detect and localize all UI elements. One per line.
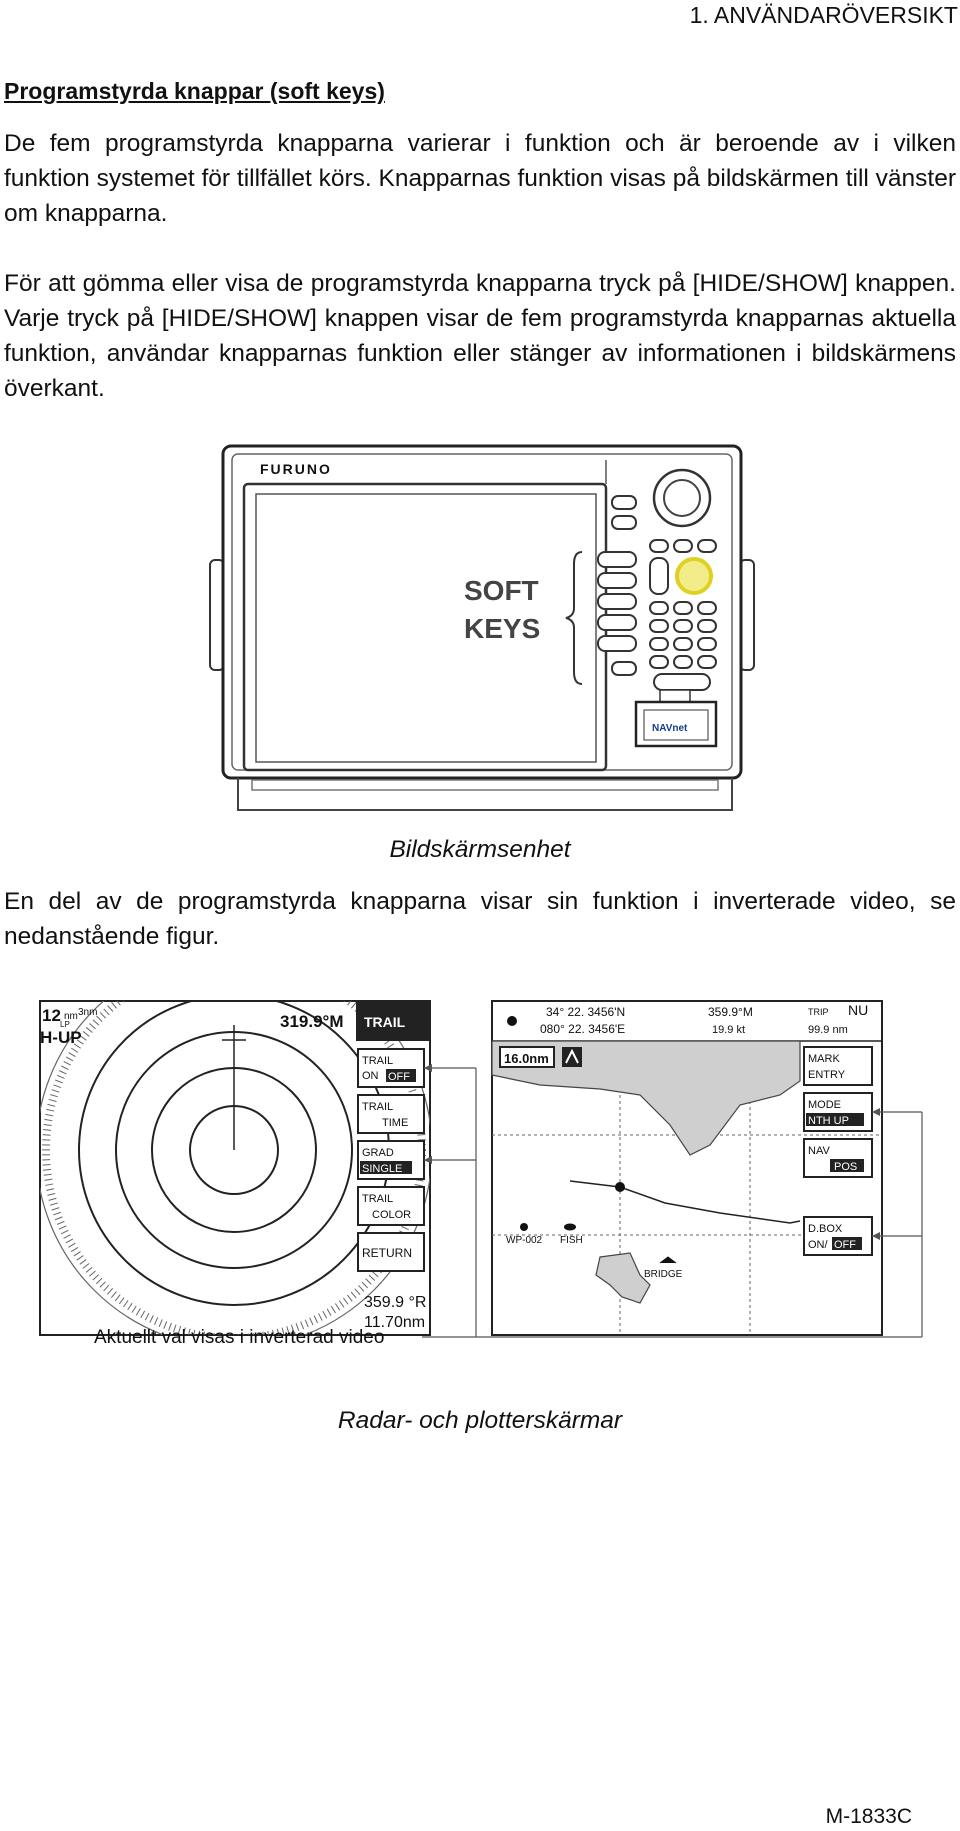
plotter-menu-mode-label: MODE — [808, 1099, 841, 1111]
plotter-orientation: NU — [848, 1002, 869, 1018]
radar-menu-trail-color-label: TRAIL — [362, 1193, 394, 1205]
plotter-menu-dbox-on: ON/ — [808, 1239, 828, 1251]
plotter-lat: 34° 22. 3456'N — [546, 1005, 626, 1019]
paragraph-2: För att gömma eller visa de programstyrda knapparna tryck på [HIDE/SHOW] knappen. Varje tryck på [HIDE/SHOW] knappen visar de fem programstyrda knapparnas aktuella funktion, användar knapparnas funktion eller stänger av informationen i bildskärmens överkant. — [4, 270, 956, 402]
soft-key-1[interactable] — [598, 552, 636, 567]
plotter-menu-nav-label: NAV — [808, 1145, 830, 1157]
radar-menu-trail-time-label: TRAIL — [362, 1101, 394, 1113]
radar-menu-trail-on-off-label: TRAIL — [362, 1055, 394, 1067]
fish-mark — [564, 1224, 576, 1231]
figure2-caption: Radar- och plotterskärmar — [337, 1407, 623, 1434]
radar-ebl: 359.9 °R — [364, 1294, 427, 1311]
display-unit-illustration — [180, 440, 760, 820]
softkeys-label-line2: KEYS — [464, 613, 541, 644]
soft-keys — [598, 552, 636, 651]
document-id: M-1833C — [825, 1805, 912, 1828]
plotter-menu-mark-label: MARK — [808, 1053, 840, 1065]
plotter-trip-label: TRIP — [808, 1007, 829, 1017]
radar-lp: LP — [60, 1020, 70, 1029]
inverted-video-annotation: Aktuellt val visas i inverterad video — [94, 1327, 385, 1348]
waypoint-mark — [520, 1223, 528, 1231]
plotter-fish-label: FISH — [560, 1235, 583, 1246]
radar-menu-trail-on-off-on: ON — [362, 1070, 379, 1082]
radar-menu-trail-time-label2: TIME — [382, 1117, 409, 1129]
radar-heading: 319.9°M — [280, 1012, 344, 1031]
radar-menu-grad-value: SINGLE — [362, 1163, 403, 1175]
radar-range: 12 — [42, 1006, 61, 1025]
plotter-wp-label: WP-002 — [506, 1235, 543, 1246]
plotter-trip-value: 99.9 nm — [808, 1024, 848, 1036]
brand-logo: FURUNO — [260, 461, 332, 477]
plotter-status-dot — [507, 1016, 517, 1026]
paragraph-3: En del av de programstyrda knapparna visar sin funktion i inverterade video, se nedanstående figur. — [4, 888, 956, 950]
chapter-title: 1. ANVÄNDARÖVERSIKT — [689, 2, 958, 28]
plotter-bridge-label: BRIDGE — [644, 1269, 683, 1280]
paragraph-1: De fem programstyrda knapparna varierar i funktion och är beroende av i vilken funktion systemet för tillfället körs. Knapparnas funktion visas på bildskärmen till vänster om knapparna. — [4, 130, 956, 227]
radar-menu-trail-label: TRAIL — [364, 1014, 406, 1030]
plotter-course: 359.9°M — [708, 1005, 753, 1019]
plotter-menu-dbox-label: D.BOX — [808, 1223, 843, 1235]
plotter-menu-entry-label: ENTRY — [808, 1069, 846, 1081]
radar-vrm: 11.70nm — [364, 1314, 426, 1331]
plotter-menu-mode-value: NTH UP — [808, 1115, 849, 1127]
radar-plotter-illustration — [0, 985, 960, 1345]
figure1-caption: Bildskärmsenhet — [389, 836, 571, 863]
radar-menu-trail-on-off-value: OFF — [388, 1071, 410, 1083]
plotter-lon: 080° 22. 3456'E — [540, 1022, 626, 1036]
softkeys-label-line1: SOFT — [464, 575, 539, 606]
soft-key-2[interactable] — [598, 573, 636, 588]
radar-menu-trail-color-label2: COLOR — [372, 1209, 412, 1221]
radar-ring-interval: 3nm — [78, 1007, 98, 1018]
stand — [238, 778, 732, 810]
plotter-menu-dbox-value: OFF — [834, 1239, 856, 1251]
plotter-menu-nav-value: POS — [834, 1161, 858, 1173]
radar-menu-return-label: RETURN — [362, 1246, 412, 1260]
radar-mode: H-UP — [40, 1028, 82, 1047]
plotter-speed: 19.9 kt — [712, 1024, 746, 1036]
soft-key-5[interactable] — [598, 636, 636, 651]
keypad — [650, 540, 716, 690]
own-ship-mark — [615, 1182, 625, 1192]
soft-key-4[interactable] — [598, 615, 636, 630]
soft-key-3[interactable] — [598, 594, 636, 609]
plotter-scale: 16.0nm — [504, 1051, 549, 1066]
navnet-logo: NAVnet — [652, 723, 688, 734]
section-heading: Programstyrda knappar (soft keys) — [4, 78, 385, 104]
radar-menu-grad-label: GRAD — [362, 1147, 394, 1159]
cursor-pad[interactable] — [677, 559, 711, 593]
radar-range-unit: nm — [64, 1011, 78, 1022]
